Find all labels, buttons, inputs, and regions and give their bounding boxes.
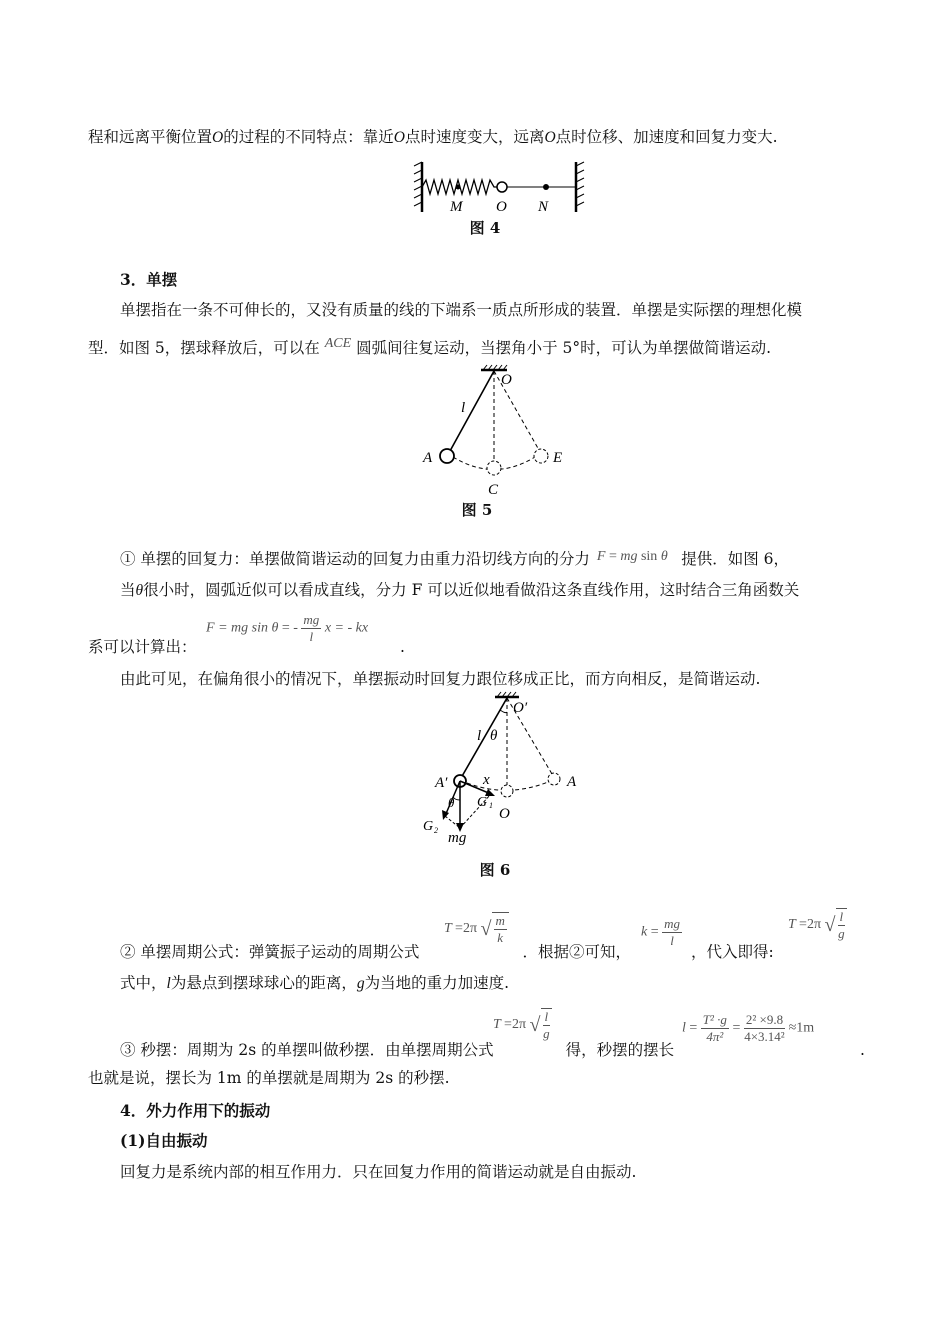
label-N: N [538, 199, 549, 215]
formula-pendulum-period: T =2π √ $\frac{l}{g}$ [788, 908, 847, 942]
item-1-line2: 当θ很小时，圆弧近似可以看成直线，分力 F 可以近似地看做沿这条直线作用，这时结合三角函数关 [120, 581, 800, 599]
svg-text:A′: A′ [435, 775, 448, 791]
section-4-subheading-free-vibration: (1)自由振动 [120, 1131, 208, 1150]
item-1-line1: ① 单摆的回复力：单摆做简谐运动的回复力由重力沿切线方向的分力 F = mg sin θ 提供．如图 6， [120, 549, 789, 568]
section-4-paragraph: 回复力是系统内部的相互作用力．只在回复力作用的简谐运动就是自由振动. [120, 1163, 637, 1181]
svg-text:1: 1 [489, 801, 493, 810]
section-4-heading: 4．外力作用下的振动 [120, 1101, 271, 1120]
formula-period-again: T =2π √ $\frac{l}{g}$ [493, 1008, 552, 1042]
figure-5-caption: 图 5 [461, 501, 493, 519]
svg-text:E: E [553, 450, 563, 466]
item-1-line4: 由此可见，在偏角很小的情况下，单摆振动时回复力跟位移成正比，而方向相反，是简谐运动. [120, 670, 761, 688]
section-3-paragraph-line2: 型．如图 5，摆球释放后，可以在 ACE 圆弧间往复运动，当摆角小于 5°时，可认为单摆做简谐运动. [88, 336, 772, 357]
svg-text:C: C [488, 482, 499, 498]
figure-5-simple-pendulum [415, 364, 575, 499]
svg-text:O′: O′ [513, 700, 528, 716]
svg-text:θ: θ [448, 795, 455, 810]
svg-text:θ: θ [490, 728, 498, 744]
section-3-paragraph-line1: 单摆指在一条不可伸长的，又没有质量的线的下端系一质点所形成的装置．单摆是实际摆的理想化模 [120, 301, 803, 319]
formula-k: k = $\frac{mg}{l}$ [641, 916, 681, 948]
formula-pendulum-length: l = $\frac{\text{T² ·g}}{\text{4π²}}$ = $\frac{\text{2² ×9.8}}{\text{4×3.14²}}$ ≈1m [682, 1012, 815, 1044]
formula-spring-period: T =2π √ $\frac{m}{k}$ [444, 912, 509, 946]
svg-text:x: x [483, 772, 490, 788]
svg-text:mg: mg [448, 830, 467, 846]
svg-text:2: 2 [434, 826, 438, 835]
item-3-line2: 也就是说，摆长为 1m 的单摆就是周期为 2s 的秒摆. [88, 1069, 450, 1087]
formula-F-mg-sin: F = mg sin θ [596, 549, 668, 564]
formula-restoring-force: F = mg sin θ = - $\frac{mg}{l}$ x = - kx [206, 612, 369, 644]
item-2-line1: ② 单摆周期公式：弹簧振子运动的周期公式 ．根据②可知， ，代入即得: [120, 943, 774, 961]
svg-text:O: O [501, 372, 512, 388]
item-2-line2: 式中，l为悬点到摆球球心的距离，g为当地的重力加速度. [120, 974, 510, 992]
svg-text:G: G [477, 795, 488, 810]
label-O: O [496, 199, 507, 215]
item-1-line3: 系可以计算出： [88, 638, 197, 656]
svg-text:A: A [567, 774, 577, 790]
item-1-period: . [400, 638, 405, 656]
svg-text:l: l [461, 400, 466, 416]
item-3-period: . [860, 1041, 865, 1059]
arc-ace-label: ACE [324, 336, 352, 351]
figure-4-spring-oscillator [410, 160, 590, 220]
figure-6-pendulum-forces [415, 690, 595, 850]
svg-text:G: G [423, 819, 434, 834]
intro-line: 程和远离平衡位置O的过程的不同特点：靠近O点时速度变大，远离O点时位移、加速度和回复力变大. [88, 128, 778, 146]
figure-4-caption: 图 4 [469, 219, 501, 237]
figure-6-caption: 图 6 [479, 861, 511, 879]
item-3-line1: ③ 秒摆：周期为 2s 的单摆叫做秒摆．由单摆周期公式 得，秒摆的摆长 [120, 1041, 675, 1059]
svg-text:O: O [499, 806, 510, 822]
svg-text:l: l [477, 728, 482, 744]
svg-text:A: A [423, 450, 433, 466]
section-3-heading: 3．单摆 [120, 270, 178, 289]
label-M: M [450, 199, 463, 215]
